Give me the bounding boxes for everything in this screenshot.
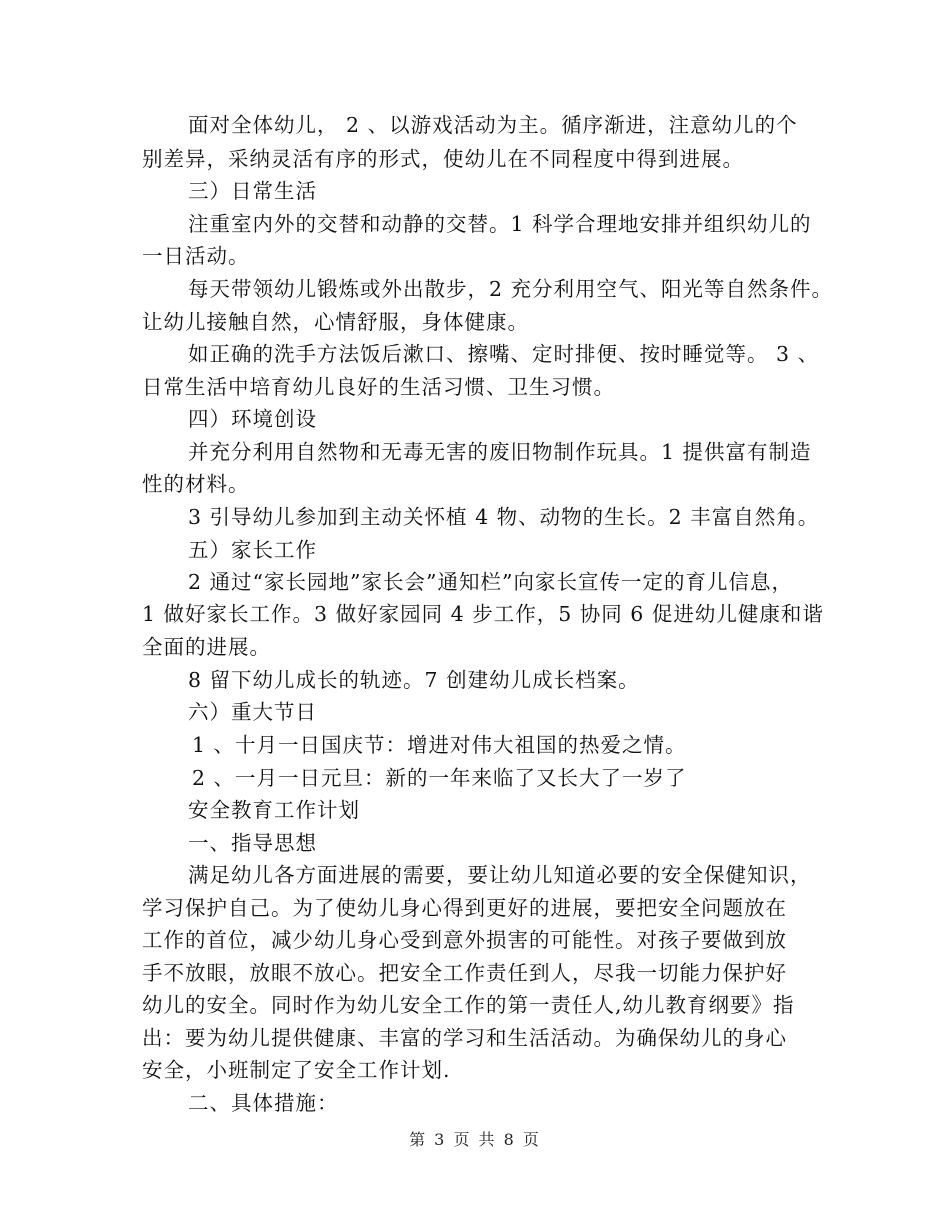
text-line: 一日活动。 xyxy=(142,244,250,268)
text-line: 2 、一月一日元旦：新的一年来临了又长大了一岁了 xyxy=(192,766,687,790)
text-line: 1 、十月一日国庆节：增进对伟大祖国的热爱之情。 xyxy=(192,733,687,757)
text-line: 别差异，采纳灵活有序的形式，使幼儿在不同程度中得到进展。 xyxy=(142,147,744,171)
text-line: 2 通过“家长园地”家长会”通知栏”向家长宣传一定的育儿信息， xyxy=(188,570,793,594)
text-line: 工作的首位，减少幼儿身心受到意外损害的可能性。对孩子要做到放 xyxy=(142,928,787,952)
section-heading: 五）家长工作 xyxy=(188,538,317,562)
document-title: 安全教育工作计划 xyxy=(188,798,360,822)
text-line: 安全，小班制定了安全工作计划. xyxy=(142,1058,451,1082)
section-heading: 六）重大节日 xyxy=(188,700,317,724)
text-line: 8 留下幼儿成长的轨迹。7 创建幼儿成长档案。 xyxy=(188,668,640,692)
section-heading: 一、指导思想 xyxy=(188,831,317,855)
text-line: 出：要为幼儿提供健康、丰富的学习和生活活动。为确保幼儿的身心 xyxy=(142,1026,787,1050)
text-line: 满足幼儿各方面进展的需要，要让幼儿知道必要的安全保健知识， xyxy=(188,863,812,887)
text-line: 全面的进展。 xyxy=(142,635,271,659)
text-line: 让幼儿接触自然，心情舒服，身体健康。 xyxy=(142,310,529,334)
text-line: 每天带领幼儿锻炼或外出散步，2 充分利用空气、阳光等自然条件。 xyxy=(188,277,834,301)
text-line: 1 做好家长工作。3 做好家园同 4 步工作，5 协同 6 促进幼儿健康和谐 xyxy=(142,602,824,626)
text-line: 注重室内外的交替和动静的交替。1 科学合理地安排并组织幼儿的 xyxy=(188,212,812,236)
section-heading: 四）环境创设 xyxy=(188,407,317,431)
text-line: 如正确的洗手方法饭后漱口、擦嘴、定时排便、按时睡觉等。 3 、 xyxy=(188,342,820,366)
section-heading: 三）日常生活 xyxy=(188,179,317,203)
text-line: 幼儿的安全。同时作为幼儿安全工作的第一责任人,幼儿教育纲要》指 xyxy=(142,993,795,1017)
text-line: 并充分利用自然物和无毒无害的废旧物制作玩具。1 提供富有制造 xyxy=(188,440,812,464)
text-line: 性的材料。 xyxy=(142,472,250,496)
page-number: 第 3 页 共 8 页 xyxy=(409,1130,541,1149)
text-line: 3 引导幼儿参加到主动关怀植 4 物、动物的生长。2 丰富自然角。 xyxy=(188,505,820,529)
text-line: 日常生活中培育幼儿良好的生活习惯、卫生习惯。 xyxy=(142,375,615,399)
section-heading: 二、具体措施： xyxy=(188,1091,339,1115)
text-line: 面对全体幼儿， 2 、以游戏活动为主。循序渐进，注意幼儿的个 xyxy=(188,113,798,137)
text-line: 手不放眼，放眼不放心。把安全工作责任到人，尽我一切能力保护好 xyxy=(142,961,787,985)
text-line: 学习保护自己。为了使幼儿身心得到更好的进展，要把安全问题放在 xyxy=(142,896,787,920)
